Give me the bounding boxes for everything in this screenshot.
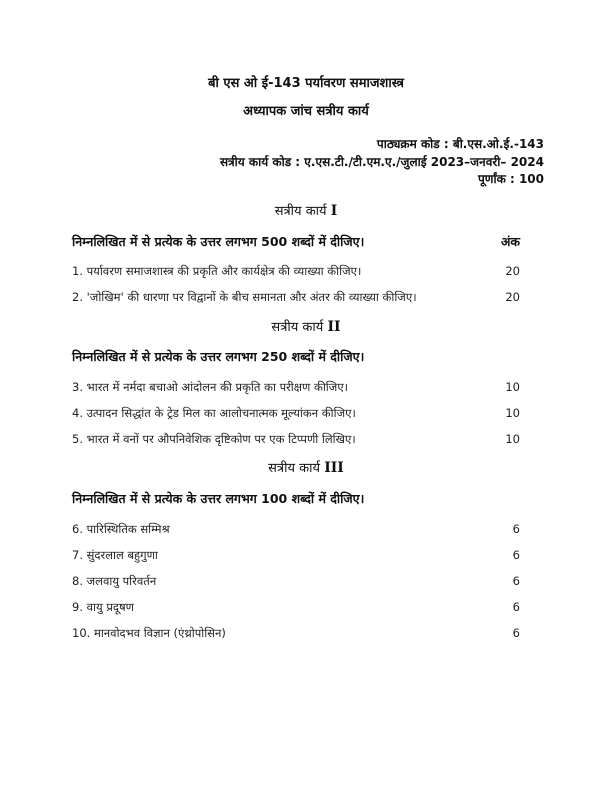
document-subtitle: अध्यापक जांच सत्रीय कार्य bbox=[243, 104, 369, 119]
section-1-heading bbox=[0, 201, 612, 219]
section-3-roman-numeral: III bbox=[324, 460, 344, 476]
question-7-marks: 6 bbox=[512, 548, 520, 562]
question-9-marks: 6 bbox=[512, 600, 520, 614]
total-marks: पूर्णांक : 100 bbox=[477, 172, 544, 186]
document-title: बी एस ओ ई-143 पर्यावरण समाजशास्त्र bbox=[208, 76, 404, 91]
section-3-heading-label: सत्रीय कार्य bbox=[268, 461, 321, 476]
question-3: 3. भारत में नर्मदा बचाओ आंदोलन की प्रकृति का परीक्षण कीजिए। bbox=[72, 380, 349, 394]
section-1-heading-label: सत्रीय कार्य bbox=[274, 204, 327, 219]
question-1: 1. पर्यावरण समाजशास्त्र की प्रकृति और कार्यक्षेत्र की व्याख्या कीजिए। bbox=[72, 264, 362, 278]
question-10-marks: 6 bbox=[512, 626, 520, 640]
section-1-instruction: निम्नलिखित में से प्रत्येक के उत्तर लगभग 500 शब्दों में दीजिए। bbox=[72, 234, 365, 249]
question-4: 4. उत्पादन सिद्धांत के ट्रेड मिल का आलोचनात्मक मूल्यांकन कीजिए। bbox=[72, 406, 356, 420]
section-2-heading bbox=[0, 317, 612, 335]
section-2-heading-label: सत्रीय कार्य bbox=[271, 320, 324, 335]
section-2-instruction: निम्नलिखित में से प्रत्येक के उत्तर लगभग 250 शब्दों में दीजिए। bbox=[72, 349, 365, 364]
question-8: 8. जलवायु परिवर्तन bbox=[72, 574, 157, 588]
question-5: 5. भारत में वनों पर औपनिवेशिक दृष्टिकोण पर एक टिप्पणी लिखिए। bbox=[72, 432, 356, 446]
assignment-code: सत्रीय कार्य कोड : ए.एस.टी./टी.एम.ए./जुलाई 2023–जनवरी– 2024 bbox=[219, 155, 544, 169]
section-1-roman-numeral: I bbox=[330, 203, 338, 219]
question-2: 2. 'जोखिम' की धारणा पर विद्वानों के बीच समानता और अंतर की व्याख्या कीजिए। bbox=[72, 290, 417, 304]
question-6: 6. पारिस्थितिक सम्मिश्र bbox=[72, 522, 170, 536]
section-2-roman-numeral: II bbox=[327, 319, 341, 335]
question-8-marks: 6 bbox=[512, 574, 520, 588]
question-10: 10. मानवोदभव विज्ञान (एंथ्रोपोसिन) bbox=[72, 626, 226, 640]
question-2-marks: 20 bbox=[505, 290, 520, 304]
marks-column-heading: अंक bbox=[500, 234, 520, 249]
question-3-marks: 10 bbox=[505, 380, 520, 394]
question-5-marks: 10 bbox=[505, 432, 520, 446]
section-3-heading bbox=[0, 458, 612, 476]
question-1-marks: 20 bbox=[505, 264, 520, 278]
question-7: 7. सुंदरलाल बहुगुणा bbox=[72, 548, 158, 562]
section-3-instruction: निम्नलिखित में से प्रत्येक के उत्तर लगभग 100 शब्दों में दीजिए। bbox=[72, 491, 365, 506]
question-6-marks: 6 bbox=[512, 522, 520, 536]
question-4-marks: 10 bbox=[505, 406, 520, 420]
course-code: पाठ्यक्रम कोड : बी.एस.ओ.ई.-143 bbox=[376, 137, 544, 151]
question-9: 9. वायु प्रदूषण bbox=[72, 600, 134, 614]
